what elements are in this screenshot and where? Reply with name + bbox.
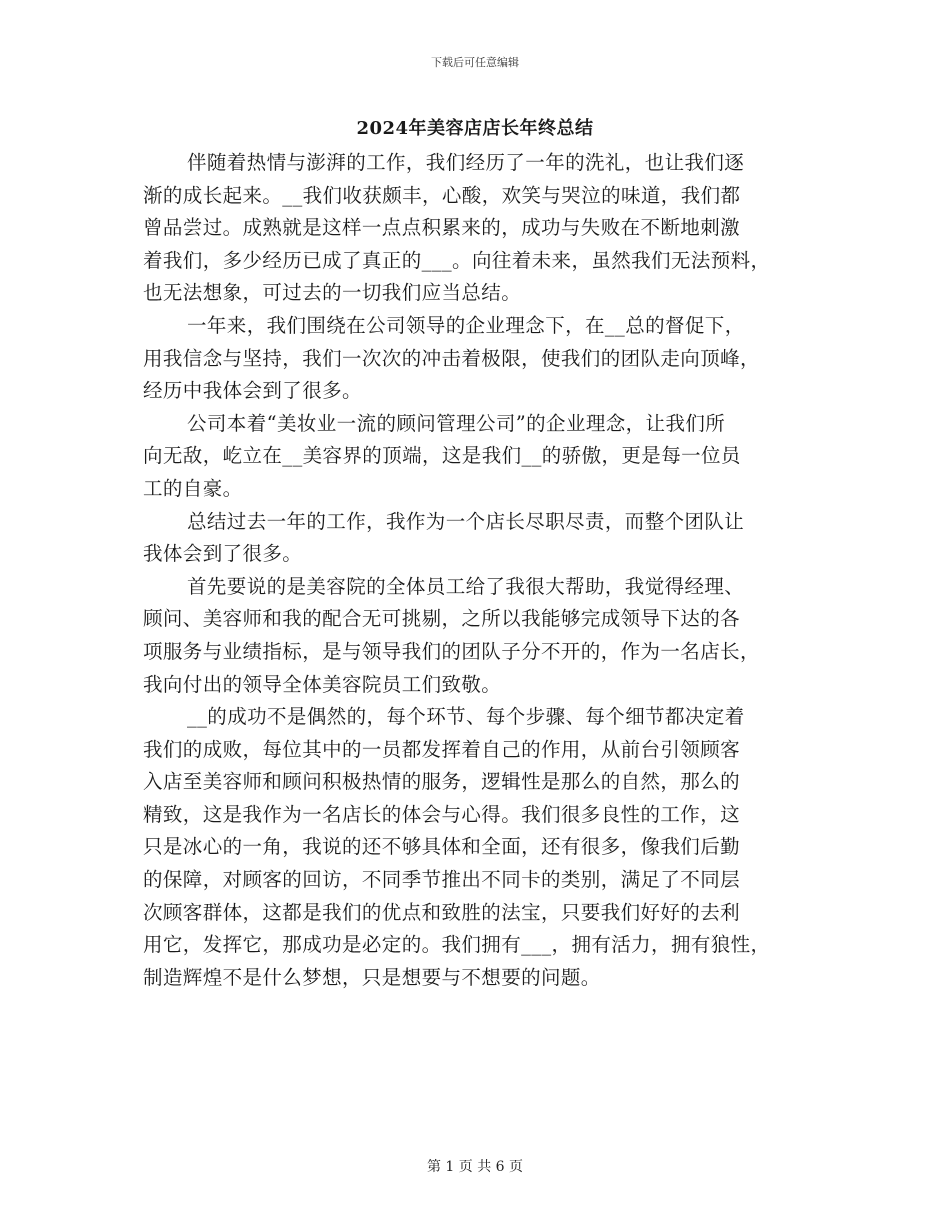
text-line: 的保障，对顾客的回访，不同季节推出不同卡的类别，满足了不同层 xyxy=(143,868,741,892)
text-line: 我体会到了很多。 xyxy=(143,542,303,566)
document-title: 2024年美容店店长年终总结 xyxy=(356,118,594,139)
text-line: 总结过去一年的工作，我作为一个店长尽职尽责，而整个团队让 xyxy=(187,509,745,533)
text-line: 项服务与业绩指标，是与领导我们的团队子分不开的，作为一名店长， xyxy=(143,639,760,663)
text-line: 伴随着热情与澎湃的工作，我们经历了一年的洗礼，也让我们逐 xyxy=(187,151,745,174)
text-line: 曾品尝过。成熟就是这样一点点积累来的，成功与失败在不断地刺激 xyxy=(143,216,741,240)
text-line: 公司本着“美妆业一流的顾问管理公司”的企业理念，让我们所 xyxy=(187,411,726,435)
page-number: 第 1 页 共 6 页 xyxy=(426,1159,524,1175)
text-line: 次顾客群体，这都是我们的优点和致胜的法宝，只要我们好好的去利 xyxy=(143,900,741,924)
text-line: 也无法想象，可过去的一切我们应当总结。 xyxy=(143,281,522,305)
text-line: 着我们，多少经历已成了真正的___。向往着未来，虽然我们无法预料， xyxy=(143,248,771,272)
text-line: 向无敌，屹立在__美容界的顶端，这是我们__的骄傲，更是每一位员 xyxy=(143,444,741,468)
text-line: 制造辉煌不是什么梦想，只是想要与不想要的问题。 xyxy=(143,965,601,989)
text-line: 我们的成败，每位其中的一员都发挥着自己的作用，从前台引领顾客 xyxy=(143,737,741,761)
text-line: __的成功不是偶然的，每个环节、每个步骤、每个细节都决定着 xyxy=(187,705,745,729)
text-line: 一年来，我们围绕在公司领导的企业理念下，在__总的督促下， xyxy=(187,313,745,337)
header-note: 下载后可任意编辑 xyxy=(431,56,519,69)
text-line: 用我信念与坚持，我们一次次的冲击着极限，使我们的团队走向顶峰， xyxy=(143,346,760,370)
text-line: 只是冰心的一角，我说的还不够具体和全面，还有很多，像我们后勤 xyxy=(143,835,741,859)
text-line: 精致，这是我作为一名店长的体会与心得。我们很多良性的工作，这 xyxy=(143,802,741,826)
text-line: 经历中我体会到了很多。 xyxy=(143,379,362,403)
text-line: 工的自豪。 xyxy=(143,476,243,500)
text-line: 用它，发挥它，那成功是必定的。我们拥有___，拥有活力，拥有狼性， xyxy=(143,933,771,957)
document-body xyxy=(143,147,809,994)
text-line: 首先要说的是美容院的全体员工给了我很大帮助，我觉得经理、 xyxy=(187,574,745,598)
text-line: 顾问、美容师和我的配合无可挑剔，之所以我能够完成领导下达的各 xyxy=(143,607,741,631)
text-line: 渐的成长起来。__我们收获颇丰，心酸，欢笑与哭泣的味道，我们都 xyxy=(143,183,741,207)
text-line: 我向付出的领导全体美容院员工们致敬。 xyxy=(143,672,502,696)
text-line: 入店至美容师和顾问积极热情的服务，逻辑性是那么的自然，那么的 xyxy=(143,770,741,794)
